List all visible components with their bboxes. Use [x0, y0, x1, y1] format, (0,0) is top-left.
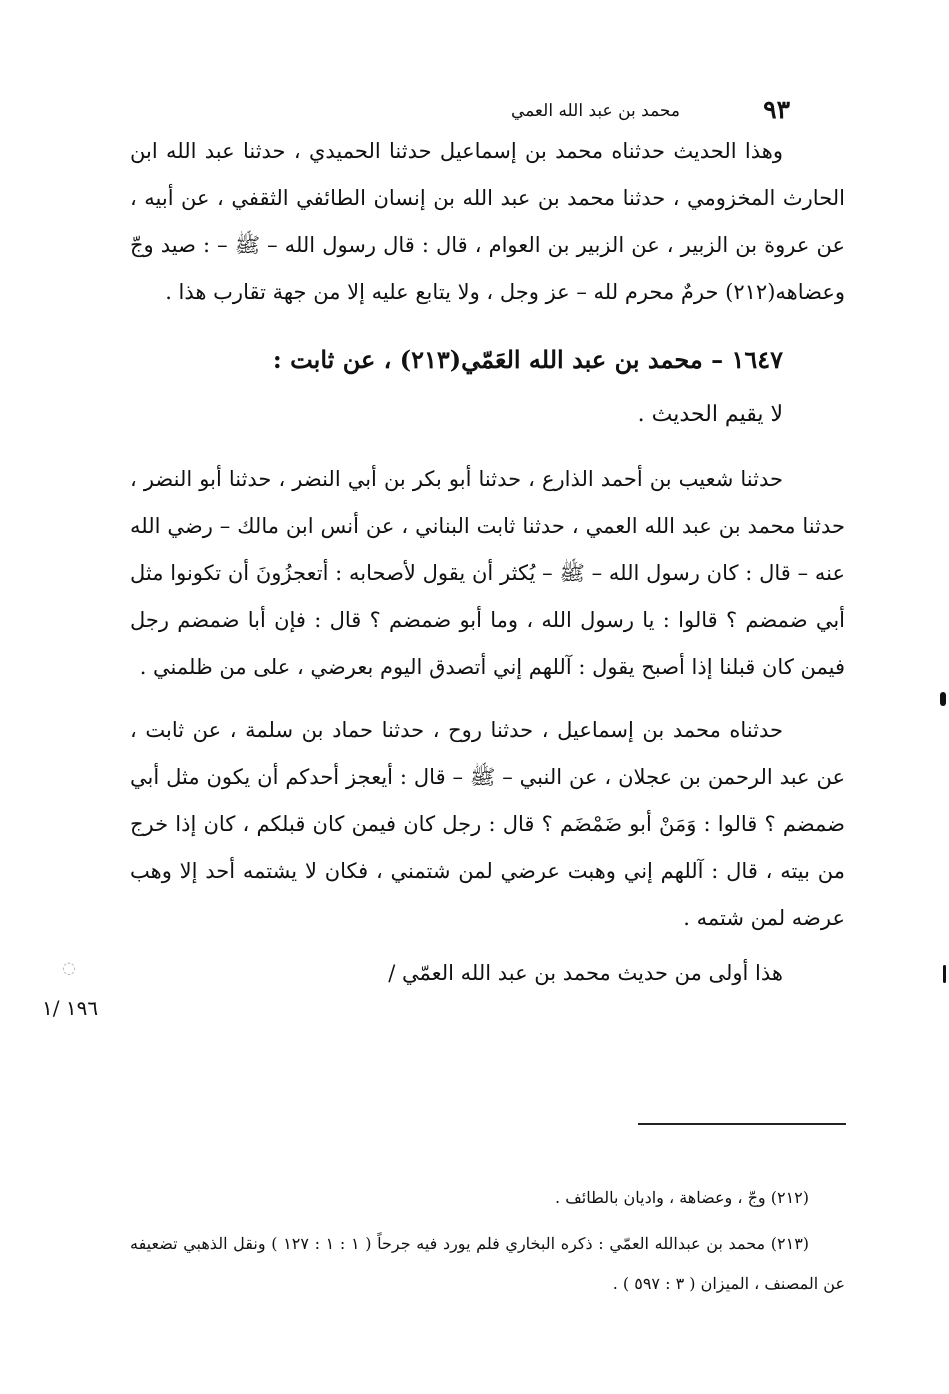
running-title: محمد بن عبد الله العمي [510, 101, 680, 121]
closing-remark: هذا أولى من حديث محمد بن عبد الله العمّي / [388, 961, 783, 985]
paragraph-hadith-2: حدثنا شعيب بن أحمد الذارع ، حدثنا أبو بكر بن أبي النضر ، حدثنا أبو النضر ، حدثنا محمد بن عبد الله العمي ، حدثنا ثابت البناني ، عن أنس ابن مالك – رضي الله عنه – قال : كان رسول الله – ﷺ – يُكثر أن يقول لأصحابه : أتعجزُونَ أن تكونوا مثل أبي ضمضم ؟ قالوا : يا رسول الله ، وما أبو ضمضم ؟ قال : فإن أبا ضمضم رجل فيمن كان قبلنا إذا أصبح يقول : آللهم إني أتصدق اليوم بعرضي ، على من ظلمني . [130, 467, 845, 679]
page-number: ٩٣ [763, 95, 790, 124]
footnote-213: (٢١٣) محمد بن عبدالله العمّي : ذكره البخاري فلم يورد فيه جرحاً ( ١ : ١ : ١٢٧ ) ونقل الذهبي تضعيفه عن المصنف ، الميزان ( ٣ : ٥٩٧ ) . [130, 1234, 845, 1293]
paragraph-hadith-3: حدثناه محمد بن إسماعيل ، حدثنا روح ، حدثنا حماد بن سلمة ، عن ثابت ، عن عبد الرحمن بن عجلان ، عن النبي – ﷺ – قال : أيعجز أحدكم أن يكون مثل أبي ضمضم ؟ قالوا : وَمَنْ أبو ضَمْضَم ؟ قال : رجل كان فيمن كان قبلكم ، كان إذا خرج من بيته ، قال : آللهم إني وهبت عرضي لمن شتمني ، فكان لا يشتمه أحد إلا وهب عرضه لمن شتمه . [130, 718, 845, 930]
footnotes [130, 1178, 845, 1304]
paragraph-hadith-1: وهذا الحديث حدثناه محمد بن إسماعيل حدثنا الحميدي ، حدثنا عبد الله ابن الحارث المخزومي ، حدثنا محمد بن عبد الله بن إنسان الطائفي الثقفي ، عن أبيه ، عن عروة بن الزبير ، عن الزبير بن العوام ، قال : قال رسول الله – ﷺ – : صيد وجّ وعضاهه(٢١٢) حرمٌ محرم لله – عز وجل ، ولا يتابع عليه إلا من جهة تقارب هذا . [130, 139, 845, 304]
main-text [130, 128, 845, 997]
narrator-verdict: لا يقيم الحديث . [637, 402, 783, 427]
margin-smudge: ◌ [62, 958, 76, 977]
footnote-212: (٢١٢) وجّ ، وعضاهة ، واديان بالطائف . [555, 1188, 809, 1207]
entry-heading: ١٦٤٧ – محمد بن عبد الله العَمّي(٢١٣) ، عن ثابت : [272, 345, 783, 374]
margin-manuscript-reference: ١٩٦ /١ [42, 996, 99, 1020]
scan-edge-mark [940, 692, 946, 706]
footnote-separator [638, 1123, 846, 1125]
scan-edge-mark [943, 965, 946, 983]
